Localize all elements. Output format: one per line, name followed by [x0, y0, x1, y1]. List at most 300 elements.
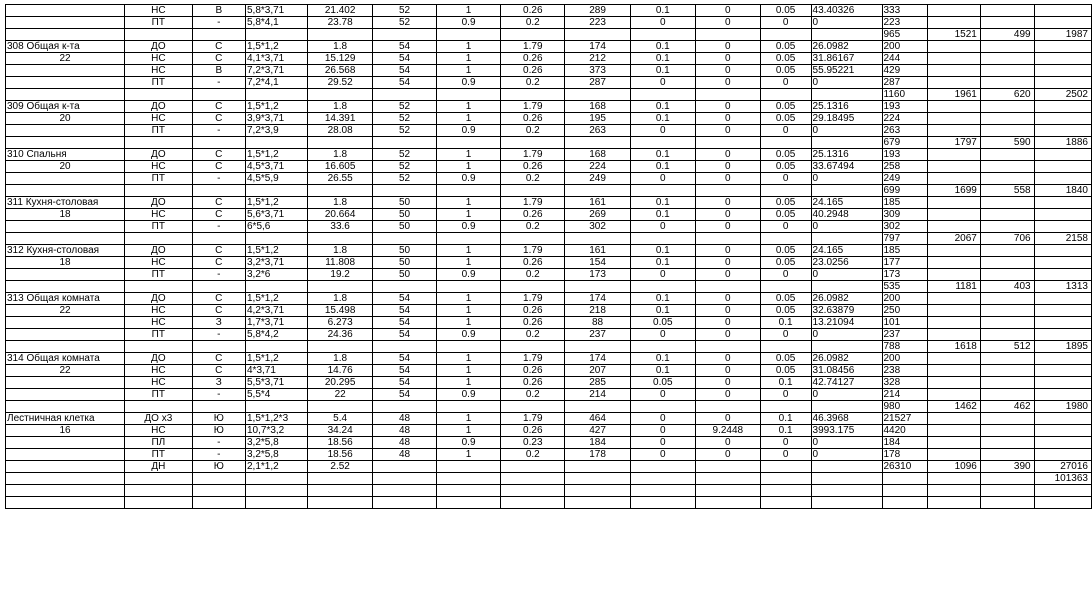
table-cell[interactable]: 1840 [1034, 185, 1091, 197]
table-cell[interactable]: 0.05 [760, 53, 811, 65]
table-cell[interactable] [245, 341, 307, 353]
table-cell[interactable] [192, 185, 245, 197]
table-cell[interactable]: ДО [125, 101, 193, 113]
table-cell[interactable]: 0 [630, 269, 695, 281]
table-cell[interactable] [695, 137, 760, 149]
table-cell[interactable] [1034, 353, 1091, 365]
table-cell[interactable]: 287 [882, 77, 927, 89]
table-cell[interactable]: 1 [437, 353, 501, 365]
table-cell[interactable]: 0 [811, 173, 882, 185]
table-cell[interactable]: 237 [882, 329, 927, 341]
table-cell[interactable]: - [192, 449, 245, 461]
table-cell[interactable] [245, 185, 307, 197]
table-cell[interactable]: 0.1 [630, 5, 695, 17]
table-cell[interactable]: 0.05 [760, 65, 811, 77]
table-cell[interactable]: 0.1 [630, 353, 695, 365]
table-cell[interactable] [437, 473, 501, 485]
table-cell[interactable] [245, 281, 307, 293]
table-cell[interactable]: 54 [373, 41, 437, 53]
table-cell[interactable]: 0.9 [437, 269, 501, 281]
table-cell[interactable]: 18.56 [308, 437, 373, 449]
table-cell[interactable]: 6.273 [308, 317, 373, 329]
table-cell[interactable] [811, 401, 882, 413]
table-cell[interactable]: 0.1 [630, 245, 695, 257]
table-cell[interactable]: - [192, 329, 245, 341]
table-cell[interactable]: 0.9 [437, 77, 501, 89]
table-cell[interactable]: 33.67494 [811, 161, 882, 173]
table-cell[interactable]: НС [125, 377, 193, 389]
table-cell[interactable] [980, 149, 1034, 161]
table-cell[interactable]: 0.9 [437, 437, 501, 449]
table-cell[interactable]: 0.05 [760, 197, 811, 209]
table-cell[interactable] [927, 305, 980, 317]
table-cell[interactable] [980, 101, 1034, 113]
table-cell[interactable]: 6*5,6 [245, 221, 307, 233]
table-cell[interactable]: 1.79 [501, 245, 565, 257]
table-cell[interactable] [308, 137, 373, 149]
table-cell[interactable]: 0 [695, 413, 760, 425]
table-cell[interactable]: 48 [373, 449, 437, 461]
table-cell[interactable] [1034, 125, 1091, 137]
table-cell[interactable]: 3,2*3,71 [245, 257, 307, 269]
table-cell[interactable] [927, 5, 980, 17]
table-cell[interactable] [6, 29, 125, 41]
table-cell[interactable] [927, 293, 980, 305]
table-cell[interactable] [1034, 293, 1091, 305]
table-cell[interactable]: НС [125, 257, 193, 269]
table-cell[interactable]: 289 [565, 5, 630, 17]
table-cell[interactable]: 168 [565, 149, 630, 161]
table-cell[interactable]: 0 [695, 293, 760, 305]
table-cell[interactable]: 1,5*1,2 [245, 245, 307, 257]
table-cell[interactable]: 1618 [927, 341, 980, 353]
table-cell[interactable]: 0.05 [760, 365, 811, 377]
table-cell[interactable]: 50 [373, 257, 437, 269]
table-cell[interactable] [308, 281, 373, 293]
table-cell[interactable] [927, 317, 980, 329]
table-cell[interactable]: 1 [437, 209, 501, 221]
table-cell[interactable] [373, 473, 437, 485]
table-cell[interactable]: 5,5*4 [245, 389, 307, 401]
table-cell[interactable] [437, 29, 501, 41]
table-cell[interactable]: 0 [695, 329, 760, 341]
table-cell[interactable] [6, 461, 125, 473]
table-cell[interactable] [308, 89, 373, 101]
table-cell[interactable] [373, 341, 437, 353]
table-cell[interactable] [760, 233, 811, 245]
table-cell[interactable] [192, 341, 245, 353]
table-cell[interactable]: 168 [565, 101, 630, 113]
table-cell[interactable] [980, 77, 1034, 89]
table-cell[interactable]: 101 [882, 317, 927, 329]
table-cell[interactable]: 0.26 [501, 365, 565, 377]
table-cell[interactable] [308, 401, 373, 413]
table-cell[interactable]: С [192, 161, 245, 173]
table-cell[interactable] [980, 377, 1034, 389]
table-cell[interactable]: 173 [565, 269, 630, 281]
table-cell[interactable] [373, 89, 437, 101]
table-cell[interactable] [1034, 329, 1091, 341]
table-cell[interactable]: 0.1 [630, 257, 695, 269]
table-cell[interactable]: 309 [882, 209, 927, 221]
table-cell[interactable]: 1980 [1034, 401, 1091, 413]
table-cell[interactable]: 1.79 [501, 353, 565, 365]
table-cell[interactable] [437, 401, 501, 413]
table-cell[interactable]: 22 [6, 365, 125, 377]
table-cell[interactable] [501, 281, 565, 293]
table-cell[interactable]: 0 [811, 329, 882, 341]
table-cell[interactable]: 0.2 [501, 221, 565, 233]
table-cell[interactable]: 0.05 [630, 317, 695, 329]
table-cell[interactable]: 0 [695, 77, 760, 89]
table-cell[interactable]: 88 [565, 317, 630, 329]
table-cell[interactable]: 16.605 [308, 161, 373, 173]
table-cell[interactable]: 4,1*3,71 [245, 53, 307, 65]
table-cell[interactable]: 0.1 [760, 317, 811, 329]
table-cell[interactable]: 5,8*3,71 [245, 5, 307, 17]
table-cell[interactable]: С [192, 53, 245, 65]
table-cell[interactable]: 269 [565, 209, 630, 221]
table-cell[interactable]: 0 [630, 389, 695, 401]
table-cell[interactable] [760, 281, 811, 293]
table-cell[interactable]: 54 [373, 377, 437, 389]
table-cell[interactable]: 193 [882, 149, 927, 161]
table-cell[interactable]: 1.79 [501, 41, 565, 53]
table-cell[interactable]: 0 [811, 269, 882, 281]
table-cell[interactable] [980, 353, 1034, 365]
table-cell[interactable] [437, 233, 501, 245]
table-cell[interactable] [927, 449, 980, 461]
table-cell[interactable]: 24.165 [811, 245, 882, 257]
table-cell[interactable]: 26.568 [308, 65, 373, 77]
table-cell[interactable] [6, 221, 125, 233]
table-cell[interactable] [1034, 221, 1091, 233]
table-cell[interactable]: С [192, 305, 245, 317]
table-cell[interactable] [565, 281, 630, 293]
table-cell[interactable] [980, 257, 1034, 269]
table-cell[interactable] [980, 485, 1034, 497]
table-cell[interactable]: 19.2 [308, 269, 373, 281]
table-cell[interactable]: 0.05 [760, 161, 811, 173]
table-cell[interactable] [1034, 149, 1091, 161]
table-cell[interactable] [927, 413, 980, 425]
table-cell[interactable]: 980 [882, 401, 927, 413]
table-cell[interactable]: 0.05 [760, 149, 811, 161]
table-cell[interactable] [501, 401, 565, 413]
table-cell[interactable]: 462 [980, 401, 1034, 413]
table-cell[interactable]: 311 Кухня-столовая [6, 197, 125, 209]
table-cell[interactable] [980, 209, 1034, 221]
table-cell[interactable] [6, 377, 125, 389]
table-cell[interactable] [927, 425, 980, 437]
table-cell[interactable]: 0 [760, 173, 811, 185]
table-cell[interactable]: 54 [373, 329, 437, 341]
table-cell[interactable]: 328 [882, 377, 927, 389]
table-cell[interactable] [927, 257, 980, 269]
table-cell[interactable]: 1.8 [308, 293, 373, 305]
table-cell[interactable]: 965 [882, 29, 927, 41]
table-cell[interactable] [308, 341, 373, 353]
table-cell[interactable] [1034, 257, 1091, 269]
table-cell[interactable] [565, 473, 630, 485]
table-cell[interactable] [373, 233, 437, 245]
table-cell[interactable] [927, 161, 980, 173]
table-cell[interactable] [980, 245, 1034, 257]
table-cell[interactable]: 1 [437, 413, 501, 425]
table-cell[interactable]: 161 [565, 245, 630, 257]
table-cell[interactable]: 174 [565, 293, 630, 305]
table-cell[interactable] [630, 233, 695, 245]
table-cell[interactable] [1034, 485, 1091, 497]
table-cell[interactable]: 0.26 [501, 53, 565, 65]
table-cell[interactable]: ПТ [125, 329, 193, 341]
table-cell[interactable]: ДО [125, 353, 193, 365]
table-cell[interactable]: 2158 [1034, 233, 1091, 245]
table-cell[interactable]: 0 [695, 41, 760, 53]
table-cell[interactable]: 3,2*5,8 [245, 437, 307, 449]
table-cell[interactable]: 223 [882, 17, 927, 29]
table-cell[interactable] [6, 77, 125, 89]
table-cell[interactable]: 22 [6, 53, 125, 65]
table-cell[interactable]: 52 [373, 149, 437, 161]
table-cell[interactable]: 1 [437, 161, 501, 173]
table-cell[interactable]: С [192, 353, 245, 365]
table-cell[interactable]: 50 [373, 221, 437, 233]
table-cell[interactable] [6, 389, 125, 401]
table-cell[interactable] [927, 473, 980, 485]
table-cell[interactable] [308, 29, 373, 41]
table-cell[interactable] [245, 89, 307, 101]
table-cell[interactable]: 207 [565, 365, 630, 377]
table-cell[interactable] [1034, 425, 1091, 437]
table-cell[interactable]: - [192, 437, 245, 449]
table-cell[interactable] [980, 17, 1034, 29]
table-cell[interactable]: 29.18495 [811, 113, 882, 125]
table-cell[interactable]: 184 [565, 437, 630, 449]
table-cell[interactable] [192, 401, 245, 413]
table-cell[interactable] [927, 197, 980, 209]
table-cell[interactable] [125, 185, 193, 197]
table-cell[interactable]: Лестничная клетка [6, 413, 125, 425]
table-cell[interactable] [630, 137, 695, 149]
table-cell[interactable] [125, 341, 193, 353]
table-cell[interactable]: 250 [882, 305, 927, 317]
table-cell[interactable] [6, 173, 125, 185]
table-cell[interactable]: 0 [760, 221, 811, 233]
table-cell[interactable] [373, 137, 437, 149]
table-cell[interactable] [760, 497, 811, 509]
table-cell[interactable]: 0 [760, 17, 811, 29]
table-cell[interactable]: 427 [565, 425, 630, 437]
table-cell[interactable]: 212 [565, 53, 630, 65]
table-cell[interactable]: 0 [695, 101, 760, 113]
table-cell[interactable] [6, 65, 125, 77]
table-cell[interactable]: 1 [437, 317, 501, 329]
table-cell[interactable]: 1 [437, 377, 501, 389]
table-cell[interactable]: 2067 [927, 233, 980, 245]
table-cell[interactable]: 0.26 [501, 257, 565, 269]
table-cell[interactable]: 590 [980, 137, 1034, 149]
table-cell[interactable]: 26.0982 [811, 41, 882, 53]
table-cell[interactable] [1034, 305, 1091, 317]
table-cell[interactable] [6, 485, 125, 497]
table-cell[interactable]: 161 [565, 197, 630, 209]
table-cell[interactable]: 33.6 [308, 221, 373, 233]
table-cell[interactable] [927, 149, 980, 161]
table-cell[interactable] [437, 497, 501, 509]
table-cell[interactable] [760, 29, 811, 41]
table-cell[interactable]: 0 [695, 65, 760, 77]
table-cell[interactable]: - [192, 269, 245, 281]
table-cell[interactable] [980, 473, 1034, 485]
table-cell[interactable]: 390 [980, 461, 1034, 473]
table-cell[interactable] [980, 5, 1034, 17]
table-cell[interactable]: 373 [565, 65, 630, 77]
table-cell[interactable] [1034, 497, 1091, 509]
table-cell[interactable] [980, 449, 1034, 461]
table-cell[interactable] [565, 29, 630, 41]
table-cell[interactable] [373, 485, 437, 497]
table-cell[interactable]: 0.1 [630, 65, 695, 77]
table-cell[interactable]: - [192, 173, 245, 185]
table-cell[interactable]: С [192, 257, 245, 269]
table-cell[interactable] [760, 461, 811, 473]
table-cell[interactable]: 50 [373, 269, 437, 281]
table-cell[interactable] [6, 89, 125, 101]
table-cell[interactable]: 0.1 [630, 293, 695, 305]
table-cell[interactable]: 15.129 [308, 53, 373, 65]
table-cell[interactable] [6, 497, 125, 509]
table-cell[interactable]: ДО х3 [125, 413, 193, 425]
table-cell[interactable]: 0.9 [437, 173, 501, 185]
table-cell[interactable]: 788 [882, 341, 927, 353]
table-cell[interactable] [501, 497, 565, 509]
table-cell[interactable]: 26.55 [308, 173, 373, 185]
table-cell[interactable] [6, 281, 125, 293]
table-cell[interactable]: 0 [695, 317, 760, 329]
table-cell[interactable]: 699 [882, 185, 927, 197]
table-cell[interactable]: 0 [695, 389, 760, 401]
table-cell[interactable]: 0 [695, 209, 760, 221]
table-cell[interactable]: 48 [373, 425, 437, 437]
table-cell[interactable] [630, 401, 695, 413]
table-cell[interactable]: 1.79 [501, 197, 565, 209]
table-cell[interactable]: 0 [695, 269, 760, 281]
table-cell[interactable]: ПТ [125, 125, 193, 137]
table-cell[interactable]: 1 [437, 257, 501, 269]
table-cell[interactable]: 0 [695, 377, 760, 389]
table-cell[interactable]: 0 [695, 53, 760, 65]
table-cell[interactable] [695, 29, 760, 41]
table-cell[interactable]: 23.0256 [811, 257, 882, 269]
table-cell[interactable]: 0 [811, 221, 882, 233]
table-cell[interactable] [6, 5, 125, 17]
table-cell[interactable] [630, 281, 695, 293]
table-cell[interactable]: 0 [695, 365, 760, 377]
table-cell[interactable] [501, 461, 565, 473]
table-cell[interactable]: ПЛ [125, 437, 193, 449]
table-cell[interactable]: 3,9*3,71 [245, 113, 307, 125]
table-cell[interactable] [695, 497, 760, 509]
table-cell[interactable]: Ю [192, 413, 245, 425]
table-cell[interactable]: 1961 [927, 89, 980, 101]
table-cell[interactable]: 214 [882, 389, 927, 401]
table-cell[interactable]: З [192, 317, 245, 329]
table-cell[interactable]: 52 [373, 5, 437, 17]
table-cell[interactable]: 0.26 [501, 209, 565, 221]
table-cell[interactable]: 3993.175 [811, 425, 882, 437]
table-cell[interactable] [125, 29, 193, 41]
table-cell[interactable]: 0 [811, 77, 882, 89]
table-cell[interactable]: 0.9 [437, 17, 501, 29]
table-cell[interactable]: 429 [882, 65, 927, 77]
table-cell[interactable]: 1.79 [501, 293, 565, 305]
table-cell[interactable]: 55.95221 [811, 65, 882, 77]
table-cell[interactable]: 314 Общая комната [6, 353, 125, 365]
table-cell[interactable] [245, 497, 307, 509]
table-cell[interactable]: 1,5*1,2 [245, 197, 307, 209]
table-cell[interactable] [125, 473, 193, 485]
table-cell[interactable]: 263 [882, 125, 927, 137]
table-cell[interactable]: 24.165 [811, 197, 882, 209]
table-cell[interactable]: В [192, 5, 245, 17]
table-cell[interactable]: 26.0982 [811, 293, 882, 305]
table-cell[interactable]: 313 Общая комната [6, 293, 125, 305]
table-cell[interactable]: 50 [373, 209, 437, 221]
table-cell[interactable] [437, 281, 501, 293]
table-cell[interactable]: 238 [882, 365, 927, 377]
table-cell[interactable]: Ю [192, 461, 245, 473]
table-cell[interactable]: 1 [437, 197, 501, 209]
table-cell[interactable]: 0.05 [760, 353, 811, 365]
table-cell[interactable] [882, 485, 927, 497]
table-cell[interactable]: 0 [695, 173, 760, 185]
table-cell[interactable]: 14.76 [308, 365, 373, 377]
table-cell[interactable]: 0.26 [501, 161, 565, 173]
table-cell[interactable]: 403 [980, 281, 1034, 293]
table-cell[interactable]: 1,7*3,71 [245, 317, 307, 329]
table-cell[interactable]: 0.2 [501, 77, 565, 89]
table-cell[interactable] [192, 137, 245, 149]
table-cell[interactable] [882, 473, 927, 485]
table-cell[interactable]: 7,2*3,71 [245, 65, 307, 77]
table-cell[interactable] [308, 233, 373, 245]
table-cell[interactable]: 0.9 [437, 221, 501, 233]
table-cell[interactable] [811, 497, 882, 509]
table-cell[interactable]: 1.8 [308, 101, 373, 113]
table-cell[interactable]: 0.26 [501, 377, 565, 389]
table-cell[interactable]: 0.9 [437, 389, 501, 401]
table-cell[interactable] [373, 497, 437, 509]
table-cell[interactable]: 7,2*3,9 [245, 125, 307, 137]
table-cell[interactable]: 1 [437, 293, 501, 305]
table-cell[interactable] [437, 185, 501, 197]
table-cell[interactable] [125, 401, 193, 413]
table-cell[interactable]: 1,5*1,2 [245, 353, 307, 365]
table-cell[interactable]: 48 [373, 413, 437, 425]
table-cell[interactable]: С [192, 293, 245, 305]
table-cell[interactable]: 7,2*4,1 [245, 77, 307, 89]
table-cell[interactable]: ПТ [125, 449, 193, 461]
table-cell[interactable]: 224 [882, 113, 927, 125]
table-cell[interactable]: 0.1 [630, 197, 695, 209]
table-cell[interactable]: 22 [6, 305, 125, 317]
table-cell[interactable] [125, 233, 193, 245]
table-cell[interactable] [630, 89, 695, 101]
table-cell[interactable]: 0 [695, 245, 760, 257]
table-cell[interactable] [245, 233, 307, 245]
table-cell[interactable] [927, 53, 980, 65]
